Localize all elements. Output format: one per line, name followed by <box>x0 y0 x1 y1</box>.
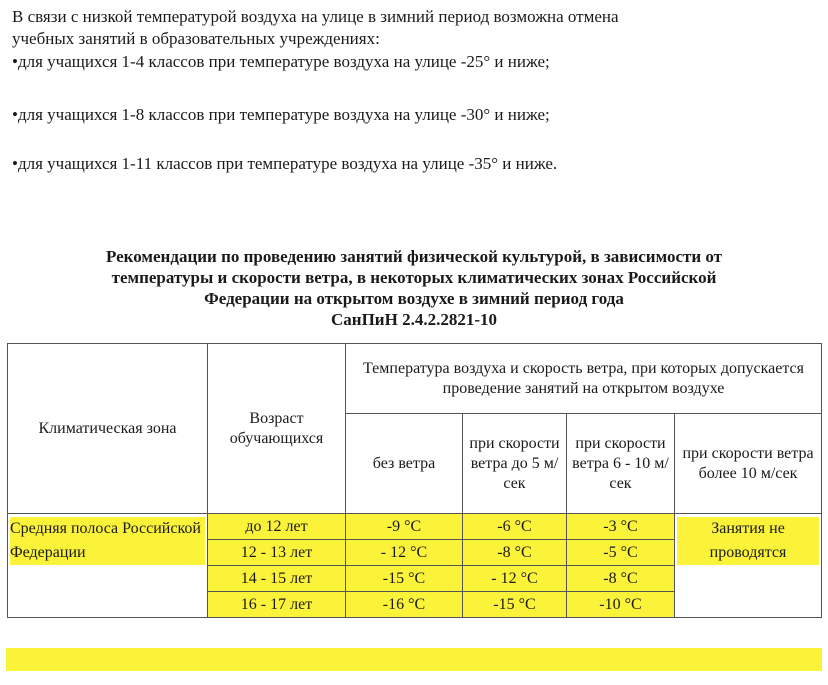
heading-line-1: Рекомендации по проведению занятий физической культурой, в зависимости от <box>105 247 723 266</box>
heading-sanpin: СанПиН 2.4.2.2821-10 <box>331 310 497 329</box>
no-classes-cell <box>675 514 822 618</box>
age-cell: 16 - 17 лет <box>208 592 346 618</box>
zone-name: Средняя полоса Российской Федерации <box>10 517 205 565</box>
highlight-bar <box>6 648 822 671</box>
header-wind-up-to-5: при скорости ветра до 5 м/сек <box>463 414 567 514</box>
intro-line-1: В связи с низкой температурой воздуха на улице в зимний период возможна отмена <box>12 7 619 26</box>
table-row <box>8 514 822 540</box>
header-climate-zone: Климатическая зона <box>8 344 208 514</box>
zone-cell <box>8 514 208 618</box>
header-no-wind: без ветра <box>346 414 463 514</box>
intro-text <box>12 6 822 50</box>
wind5-cell: - 12 °С <box>463 566 567 592</box>
climate-table <box>7 343 822 618</box>
wind5-cell: -15 °С <box>463 592 567 618</box>
wind5-cell: -8 °С <box>463 540 567 566</box>
intro-line-2: учебных занятий в образовательных учреждениях: <box>12 29 380 48</box>
bullet-grade-1-4: •для учащихся 1-4 классов при температуре воздуха на улице -25° и ниже; <box>12 52 550 71</box>
header-temperature-wind: Температура воздуха и скорость ветра, при которых допускается проведение занятий на открытом воздухе <box>346 344 822 414</box>
no-wind-cell: - 12 °С <box>346 540 463 566</box>
wind10-cell: -5 °С <box>567 540 675 566</box>
age-cell: до 12 лет <box>208 514 346 540</box>
bullet-grade-1-11: •для учащихся 1-11 классов при температуре воздуха на улице -35° и ниже. <box>12 154 558 173</box>
heading-line-3: Федерации на открытом воздухе в зимний период года <box>204 289 624 308</box>
no-wind-cell: -9 °С <box>346 514 463 540</box>
age-cell: 14 - 15 лет <box>208 566 346 592</box>
age-cell: 12 - 13 лет <box>208 540 346 566</box>
wind10-cell: -10 °С <box>567 592 675 618</box>
wind10-cell: -8 °С <box>567 566 675 592</box>
no-classes-text: Занятия не проводятся <box>677 517 819 565</box>
wind10-cell: -3 °С <box>567 514 675 540</box>
no-wind-cell: -16 °С <box>346 592 463 618</box>
bullet-grade-1-8: •для учащихся 1-8 классов при температуре воздуха на улице -30° и ниже; <box>12 105 550 124</box>
wind5-cell: -6 °С <box>463 514 567 540</box>
heading-line-2: температуры и скорости ветра, в некоторых климатических зонах Российской <box>111 268 717 287</box>
header-wind-over-10: при скорости ветра более 10 м/сек <box>675 414 822 514</box>
recommendations-heading <box>0 246 828 330</box>
header-wind-6-10: при скорости ветра 6 - 10 м/сек <box>567 414 675 514</box>
header-student-age: Возраст обучающихся <box>208 344 346 514</box>
no-wind-cell: -15 °С <box>346 566 463 592</box>
